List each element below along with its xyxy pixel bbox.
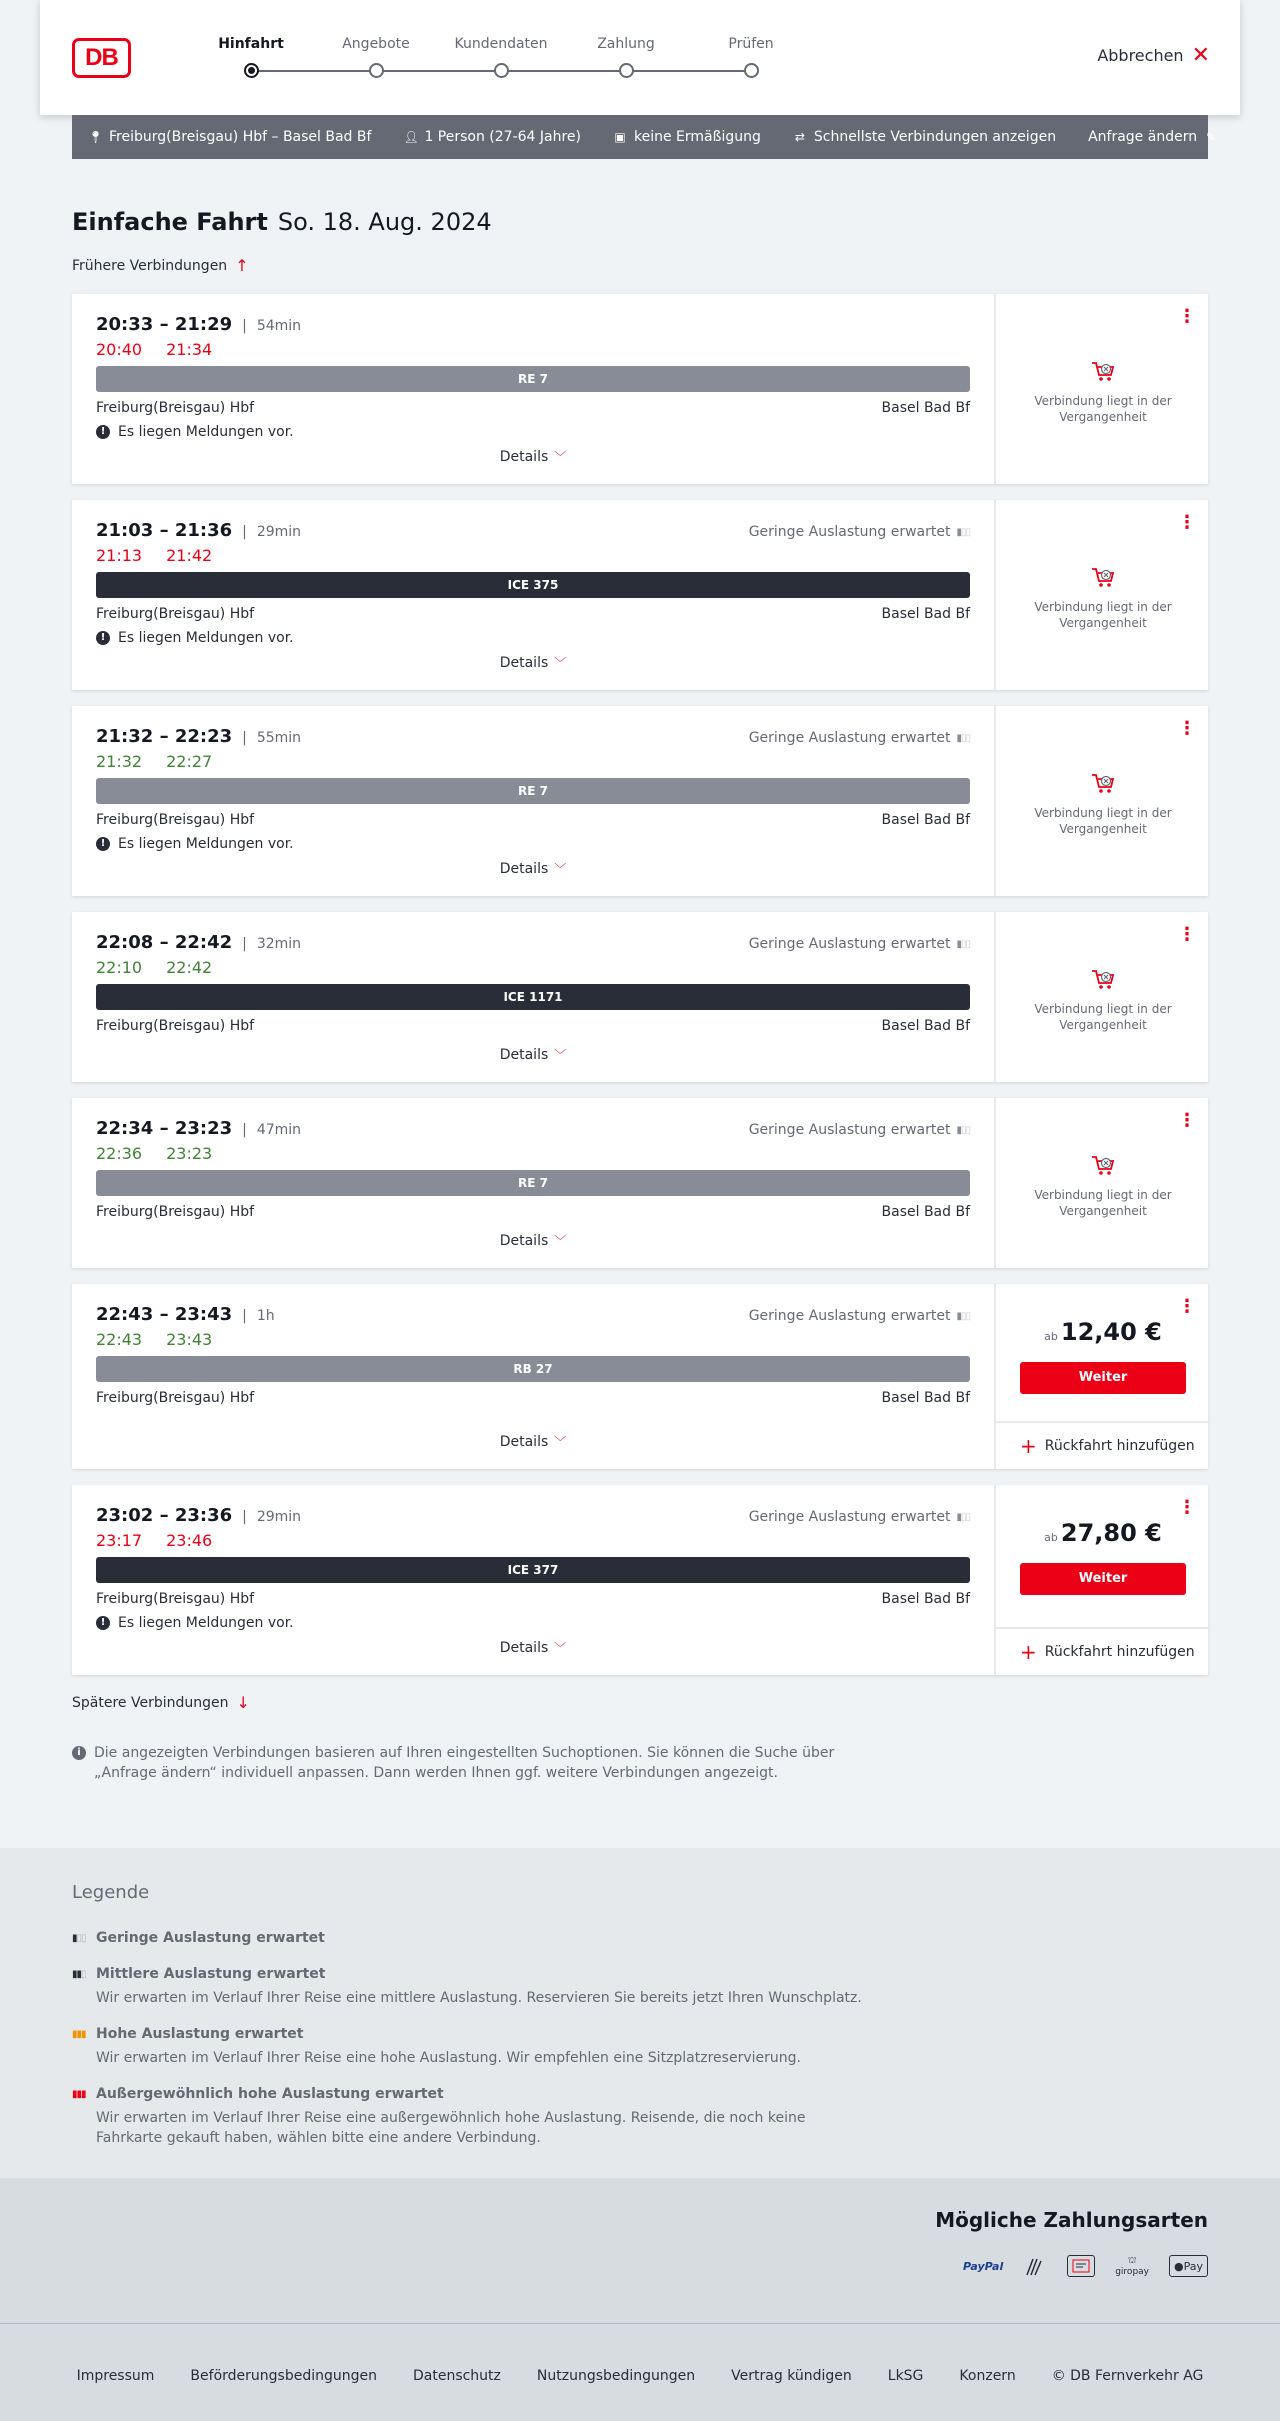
swap-arrows-icon: ⇄ <box>794 130 805 144</box>
train-bar[interactable]: RB 27 <box>96 1356 970 1382</box>
connection-main <box>72 1284 994 1469</box>
connection-main <box>72 294 994 484</box>
past-status-text: Verbindung liegt in der Vergangenheit <box>1034 1188 1172 1218</box>
step-label: Angebote <box>342 36 410 52</box>
realtime-arrival: 23:43 <box>166 1330 213 1349</box>
chevron-down-icon: ﹀ <box>554 1048 567 1062</box>
time-range: 23:02 – 23:36 <box>96 1505 233 1526</box>
cart-unavailable-icon <box>1026 359 1180 385</box>
details-label: Details <box>499 449 549 465</box>
details-toggle[interactable] <box>72 1639 994 1656</box>
footer-links <box>0 2368 1280 2384</box>
cancel-label: Abbrechen <box>1097 46 1184 65</box>
details-label: Details <box>499 1047 549 1063</box>
credit-card-icon <box>1023 2254 1047 2278</box>
planned-times <box>96 932 301 953</box>
giropay-symbol: ⛫ <box>1127 2255 1137 2266</box>
train-bar[interactable]: RE 7 <box>96 366 970 392</box>
logo-text: DB <box>85 44 118 71</box>
price-prefix: ab <box>1044 1531 1058 1544</box>
realtime-departure: 22:36 <box>96 1144 143 1163</box>
passenger-summary <box>403 129 581 145</box>
header <box>40 0 1240 115</box>
continue-button[interactable]: Weiter <box>1020 1362 1186 1394</box>
duration: 1h <box>256 1308 275 1324</box>
duration: 54min <box>256 318 302 334</box>
realtime-times <box>96 1531 236 1550</box>
step-dot <box>369 63 384 78</box>
more-options-icon[interactable]: ⋮ <box>1178 512 1196 533</box>
details-toggle[interactable] <box>72 1232 994 1249</box>
duration: 47min <box>256 1122 302 1138</box>
planned-times <box>96 1304 275 1325</box>
db-logo[interactable] <box>72 38 131 78</box>
alert-icon: ! <box>96 1616 110 1630</box>
arrival-station: Basel Bad Bf <box>881 1018 970 1034</box>
footer-link-nutzungsbedingungen[interactable]: Nutzungsbedingungen <box>536 2368 696 2384</box>
chevron-down-icon: ﹀ <box>554 1641 567 1655</box>
departure-station: Freiburg(Breisgau) Hbf <box>96 1591 255 1607</box>
arrival-station: Basel Bad Bf <box>881 400 970 416</box>
departure-station: Freiburg(Breisgau) Hbf <box>96 1204 255 1220</box>
alert-icon: ! <box>96 631 110 645</box>
load-low-icon: ▮▯▯ <box>956 938 970 950</box>
train-bar[interactable]: RE 7 <box>96 778 970 804</box>
occupancy-text: Geringe Auslastung erwartet <box>748 730 951 746</box>
duration: 29min <box>256 524 302 540</box>
chevron-down-icon: ﹀ <box>554 1234 567 1248</box>
offer-panel <box>994 912 1208 1082</box>
separator: | <box>242 936 247 952</box>
offer-panel <box>994 1485 1208 1675</box>
planned-times <box>96 726 301 747</box>
payment-title: Mögliche Zahlungsarten <box>935 2208 1208 2232</box>
details-toggle[interactable] <box>72 1046 994 1063</box>
notice-text: Es liegen Meldungen vor. <box>118 836 294 852</box>
load-low-icon: ▮▯▯ <box>956 1511 970 1523</box>
stations <box>96 1204 970 1220</box>
more-options-icon[interactable]: ⋮ <box>1178 1110 1196 1131</box>
add-return-trip-button[interactable] <box>996 1627 1210 1675</box>
cancel-button[interactable] <box>1097 42 1210 68</box>
plus-icon: + <box>1020 1640 1037 1664</box>
occupancy-text: Geringe Auslastung erwartet <box>748 1122 951 1138</box>
duration: 55min <box>256 730 302 746</box>
realtime-times <box>96 752 236 771</box>
past-connection-notice <box>996 771 1210 837</box>
step-dot <box>619 63 634 78</box>
legend-label: Außergewöhnlich hohe Auslastung erwartet <box>96 2086 444 2102</box>
mode-summary <box>793 129 1056 145</box>
occupancy-text: Geringe Auslastung erwartet <box>748 1509 951 1525</box>
separator: | <box>242 1122 247 1138</box>
more-options-icon[interactable]: ⋮ <box>1178 1296 1196 1317</box>
step-dot <box>744 63 759 78</box>
planned-times <box>96 1505 301 1526</box>
alert-icon: ! <box>96 837 110 851</box>
step-dot <box>494 63 509 78</box>
footer-link-datenschutz[interactable]: Datenschutz <box>412 2368 501 2384</box>
load-high-icon: ▮▮▮ <box>72 2028 86 2040</box>
realtime-departure: 22:10 <box>96 958 143 977</box>
step-dot <box>244 63 259 78</box>
alert-icon: ! <box>96 425 110 439</box>
person-icon: 👤︎ <box>403 130 419 144</box>
search-summary-bar <box>72 115 1217 159</box>
details-toggle[interactable] <box>72 860 994 877</box>
legend-title: Legende <box>72 1882 150 1903</box>
past-connection-notice <box>996 1153 1210 1219</box>
occupancy-indicator <box>749 1509 970 1525</box>
connection-card[interactable] <box>72 294 1208 484</box>
connection-main <box>72 706 994 896</box>
details-label: Details <box>499 1434 549 1450</box>
footer-link-befoerderungsbedingungen[interactable]: Beförderungsbedingungen <box>190 2368 377 2384</box>
stations <box>96 1390 970 1406</box>
details-toggle[interactable] <box>72 1433 994 1450</box>
paypal-icon: PayPal <box>963 2259 1004 2273</box>
plus-icon: + <box>1020 1434 1037 1458</box>
realtime-departure: 20:40 <box>96 340 143 359</box>
realtime-arrival: 23:46 <box>166 1531 213 1550</box>
separator: | <box>242 318 247 334</box>
notice <box>96 630 294 646</box>
realtime-times <box>96 958 236 977</box>
load-low-icon: ▮▯▯ <box>956 732 970 744</box>
occupancy-indicator <box>749 730 970 746</box>
connection-main <box>72 912 994 1082</box>
offer-panel <box>994 1284 1208 1469</box>
load-low-icon: ▮▯▯ <box>956 1124 970 1136</box>
trip-date: So. 18. Aug. 2024 <box>277 208 492 236</box>
time-range: 21:03 – 21:36 <box>96 520 233 541</box>
connection-main <box>72 1485 994 1675</box>
time-range: 22:34 – 23:23 <box>96 1118 233 1139</box>
return-label: Rückfahrt hinzufügen <box>1044 1438 1195 1454</box>
realtime-times <box>96 1144 236 1163</box>
stations <box>96 812 970 828</box>
past-status-text: Verbindung liegt in der Vergangenheit <box>1034 394 1172 424</box>
realtime-departure: 21:13 <box>96 546 143 565</box>
connection-card[interactable] <box>72 912 1208 1082</box>
departure-station: Freiburg(Breisgau) Hbf <box>96 812 255 828</box>
load-medium-icon: ▮▮▯ <box>72 1968 86 1980</box>
details-toggle[interactable] <box>72 448 994 465</box>
payment-icons <box>963 2254 1208 2278</box>
realtime-arrival: 23:23 <box>166 1144 213 1163</box>
time-range: 22:08 – 22:42 <box>96 932 233 953</box>
connection-card[interactable] <box>72 706 1208 896</box>
train-bar[interactable]: ICE 1171 <box>96 984 970 1010</box>
separator: | <box>242 730 247 746</box>
planned-times <box>96 520 301 541</box>
price-value: 27,80 € <box>1060 1519 1162 1547</box>
separator: | <box>242 1509 247 1525</box>
offer-panel <box>994 294 1208 484</box>
edit-label: Anfrage ändern <box>1088 129 1198 145</box>
route-summary <box>88 129 371 145</box>
train-bar[interactable]: ICE 375 <box>96 572 970 598</box>
connection-card[interactable] <box>72 500 1208 690</box>
legend-item-exceptional <box>72 2086 872 2148</box>
notice <box>96 836 294 852</box>
payment-methods <box>0 2178 1280 2323</box>
arrival-station: Basel Bad Bf <box>881 606 970 622</box>
giropay-icon <box>1115 2254 1149 2278</box>
step-label: Hinfahrt <box>218 36 284 52</box>
offer-panel <box>994 500 1208 690</box>
info-note <box>72 1743 852 1783</box>
info-icon: i <box>72 1746 86 1760</box>
details-toggle[interactable] <box>72 654 994 671</box>
earlier-label: Frühere Verbindungen <box>72 257 228 274</box>
footer-link-impressum[interactable]: Impressum <box>76 2368 155 2384</box>
arrival-station: Basel Bad Bf <box>881 1390 970 1406</box>
cart-unavailable-icon <box>1026 771 1180 797</box>
occupancy-text: Geringe Auslastung erwartet <box>748 524 951 540</box>
train-bar[interactable]: ICE 377 <box>96 1557 970 1583</box>
details-label: Details <box>499 861 549 877</box>
past-status-text: Verbindung liegt in der Vergangenheit <box>1034 600 1172 630</box>
arrival-station: Basel Bad Bf <box>881 1204 970 1220</box>
separator: | <box>242 524 247 540</box>
occupancy-text: Geringe Auslastung erwartet <box>748 1308 951 1324</box>
load-low-icon: ▮▯▯ <box>956 1310 970 1322</box>
more-options-icon[interactable]: ⋮ <box>1178 1497 1196 1518</box>
step-hinfahrt <box>191 34 311 78</box>
realtime-arrival: 21:34 <box>166 340 213 359</box>
departure-station: Freiburg(Breisgau) Hbf <box>96 606 255 622</box>
more-options-icon[interactable]: ⋮ <box>1178 718 1196 739</box>
step-pruefen <box>691 34 811 78</box>
footer-link-vertrag-kuendigen[interactable]: Vertrag kündigen <box>731 2368 852 2384</box>
realtime-departure: 23:17 <box>96 1531 143 1550</box>
occupancy-indicator <box>749 1122 970 1138</box>
apple-symbol: ● <box>1174 2259 1184 2273</box>
chevron-down-icon: ﹀ <box>554 1435 567 1449</box>
connection-main <box>72 1098 994 1268</box>
step-angebote <box>316 34 436 78</box>
close-icon: ✕ <box>1191 42 1210 68</box>
load-low-icon: ▮▯▯ <box>956 526 970 538</box>
mode-text: Schnellste Verbindungen anzeigen <box>813 129 1057 145</box>
past-connection-notice <box>996 565 1210 631</box>
occupancy-text: Geringe Auslastung erwartet <box>748 936 951 952</box>
realtime-times <box>96 546 236 565</box>
legend-desc: Wir erwarten im Verlauf Ihrer Reise eine hohe Auslastung. Wir empfehlen eine Sitzplatzreservierung. <box>96 2050 801 2066</box>
realtime-departure: 22:43 <box>96 1330 143 1349</box>
chevron-down-icon: ﹀ <box>554 656 567 670</box>
stations <box>96 606 970 622</box>
passengers-text: 1 Person (27-64 Jahre) <box>424 129 581 145</box>
step-label: Zahlung <box>597 36 655 52</box>
step-label: Kundendaten <box>454 36 548 52</box>
footer <box>0 2323 1280 2421</box>
train-bar[interactable]: RE 7 <box>96 1170 970 1196</box>
departure-station: Freiburg(Breisgau) Hbf <box>96 400 255 416</box>
notice <box>96 424 294 440</box>
notice-text: Es liegen Meldungen vor. <box>118 424 294 440</box>
route-text: Freiburg(Breisgau) Hbf – Basel Bad Bf <box>109 129 372 145</box>
realtime-departure: 21:32 <box>96 752 143 771</box>
later-label: Spätere Verbindungen <box>72 1694 229 1711</box>
realtime-arrival: 22:42 <box>166 958 213 977</box>
bahncard-icon: ▣ <box>614 130 626 144</box>
legend-desc: Wir erwarten im Verlauf Ihrer Reise eine mittlere Auslastung. Reservieren Sie bereits jetzt Ihren Wunschplatz. <box>96 1990 862 2006</box>
realtime-arrival: 22:27 <box>166 752 213 771</box>
legend-item-low <box>72 1930 872 1946</box>
realtime-arrival: 21:42 <box>166 546 213 565</box>
return-label: Rückfahrt hinzufügen <box>1044 1644 1195 1660</box>
footer-link-lksg[interactable]: LkSG <box>887 2368 924 2384</box>
legend-label: Geringe Auslastung erwartet <box>96 1930 325 1946</box>
past-status-text: Verbindung liegt in der Vergangenheit <box>1034 806 1172 836</box>
occupancy-indicator <box>749 936 970 952</box>
separator: | <box>242 1308 247 1324</box>
arrival-station: Basel Bad Bf <box>881 1591 970 1607</box>
price-prefix: ab <box>1044 1330 1058 1343</box>
past-connection-notice <box>996 359 1210 425</box>
arrow-up-icon: ↑ <box>235 256 249 275</box>
sepa-icon <box>1067 2255 1095 2277</box>
step-zahlung <box>566 34 686 78</box>
step-kundendaten <box>441 34 561 78</box>
legend-item-high <box>72 2026 872 2068</box>
planned-times <box>96 314 301 335</box>
load-exceptional-icon: ▮▮▮ <box>72 2088 86 2100</box>
discount-summary <box>613 129 761 145</box>
step-label: Prüfen <box>728 36 774 52</box>
departure-station: Freiburg(Breisgau) Hbf <box>96 1018 255 1034</box>
cart-unavailable-icon <box>1026 1153 1180 1179</box>
stations <box>96 1018 970 1034</box>
price-value: 12,40 € <box>1060 1318 1162 1346</box>
planned-times <box>96 1118 301 1139</box>
earlier-connections-link[interactable] <box>72 256 249 275</box>
notice-text: Es liegen Meldungen vor. <box>118 1615 294 1631</box>
realtime-times <box>96 340 236 359</box>
details-label: Details <box>499 655 549 671</box>
offer-panel <box>994 706 1208 896</box>
notice-text: Es liegen Meldungen vor. <box>118 630 294 646</box>
giropay-text: giropay <box>1115 2266 1149 2277</box>
legend-item-medium <box>72 1966 872 2008</box>
legend-label: Hohe Auslastung erwartet <box>96 2026 304 2042</box>
stations <box>96 1591 970 1607</box>
pencil-icon: ✎ <box>1206 130 1217 144</box>
apple-pay-text: Pay <box>1183 2259 1203 2273</box>
discount-text: keine Ermäßigung <box>634 129 761 145</box>
arrival-station: Basel Bad Bf <box>881 812 970 828</box>
chevron-down-icon: ﹀ <box>554 862 567 876</box>
arrow-down-icon: ↓ <box>236 1693 250 1712</box>
time-range: 22:43 – 23:43 <box>96 1304 233 1325</box>
details-label: Details <box>499 1233 549 1249</box>
offer-panel <box>994 1098 1208 1268</box>
later-connections-link[interactable] <box>72 1693 250 1712</box>
more-options-icon[interactable]: ⋮ <box>1178 306 1196 327</box>
duration: 29min <box>256 1509 302 1525</box>
footer-link-konzern[interactable]: Konzern <box>959 2368 1016 2384</box>
occupancy-indicator <box>749 524 970 540</box>
connection-card[interactable] <box>72 1284 1208 1469</box>
continue-button[interactable]: Weiter <box>1020 1563 1186 1595</box>
apple-pay-icon <box>1169 2255 1208 2277</box>
past-status-text: Verbindung liegt in der Vergangenheit <box>1034 1002 1172 1032</box>
occupancy-indicator <box>749 1308 970 1324</box>
stations <box>96 400 970 416</box>
location-pin-icon: 📍︎ <box>88 130 104 144</box>
time-range: 21:32 – 22:23 <box>96 726 233 747</box>
trip-type: Einfache Fahrt <box>72 208 268 236</box>
price <box>996 1519 1210 1547</box>
notice <box>96 1615 294 1631</box>
realtime-times <box>96 1330 236 1349</box>
departure-station: Freiburg(Breisgau) Hbf <box>96 1390 255 1406</box>
legend-label: Mittlere Auslastung erwartet <box>96 1966 326 1982</box>
cart-unavailable-icon <box>1026 967 1180 993</box>
booking-stepper <box>210 34 774 84</box>
price <box>996 1318 1210 1346</box>
chevron-down-icon: ﹀ <box>554 450 567 464</box>
load-low-icon: ▮▯▯ <box>72 1932 86 1944</box>
connection-main <box>72 500 994 690</box>
connection-card[interactable] <box>72 1098 1208 1268</box>
details-label: Details <box>499 1640 549 1656</box>
footer-copyright: © DB Fernverkehr AG <box>1051 2368 1204 2384</box>
legend-desc: Wir erwarten im Verlauf Ihrer Reise eine außergewöhnlich hohe Auslastung. Reisende, die noch keine Fahrkarte gekauft haben, wählen bitte eine andere Verbindung. <box>96 2110 806 2146</box>
duration: 32min <box>256 936 302 952</box>
page-title <box>72 208 492 236</box>
cart-unavailable-icon <box>1026 565 1180 591</box>
edit-request-button[interactable] <box>1088 129 1218 145</box>
add-return-trip-button[interactable] <box>996 1421 1210 1469</box>
past-connection-notice <box>996 967 1210 1033</box>
time-range: 20:33 – 21:29 <box>96 314 233 335</box>
info-text: Die angezeigten Verbindungen basieren auf Ihren eingestellten Suchoptionen. Sie können die Suche über „Anfrage ändern“ individuell anpassen. Dann werden Ihnen ggf. weitere Verbindungen angezeigt. <box>94 1745 835 1781</box>
legend <box>0 1848 1280 2178</box>
connection-card[interactable] <box>72 1485 1208 1675</box>
more-options-icon[interactable]: ⋮ <box>1178 924 1196 945</box>
